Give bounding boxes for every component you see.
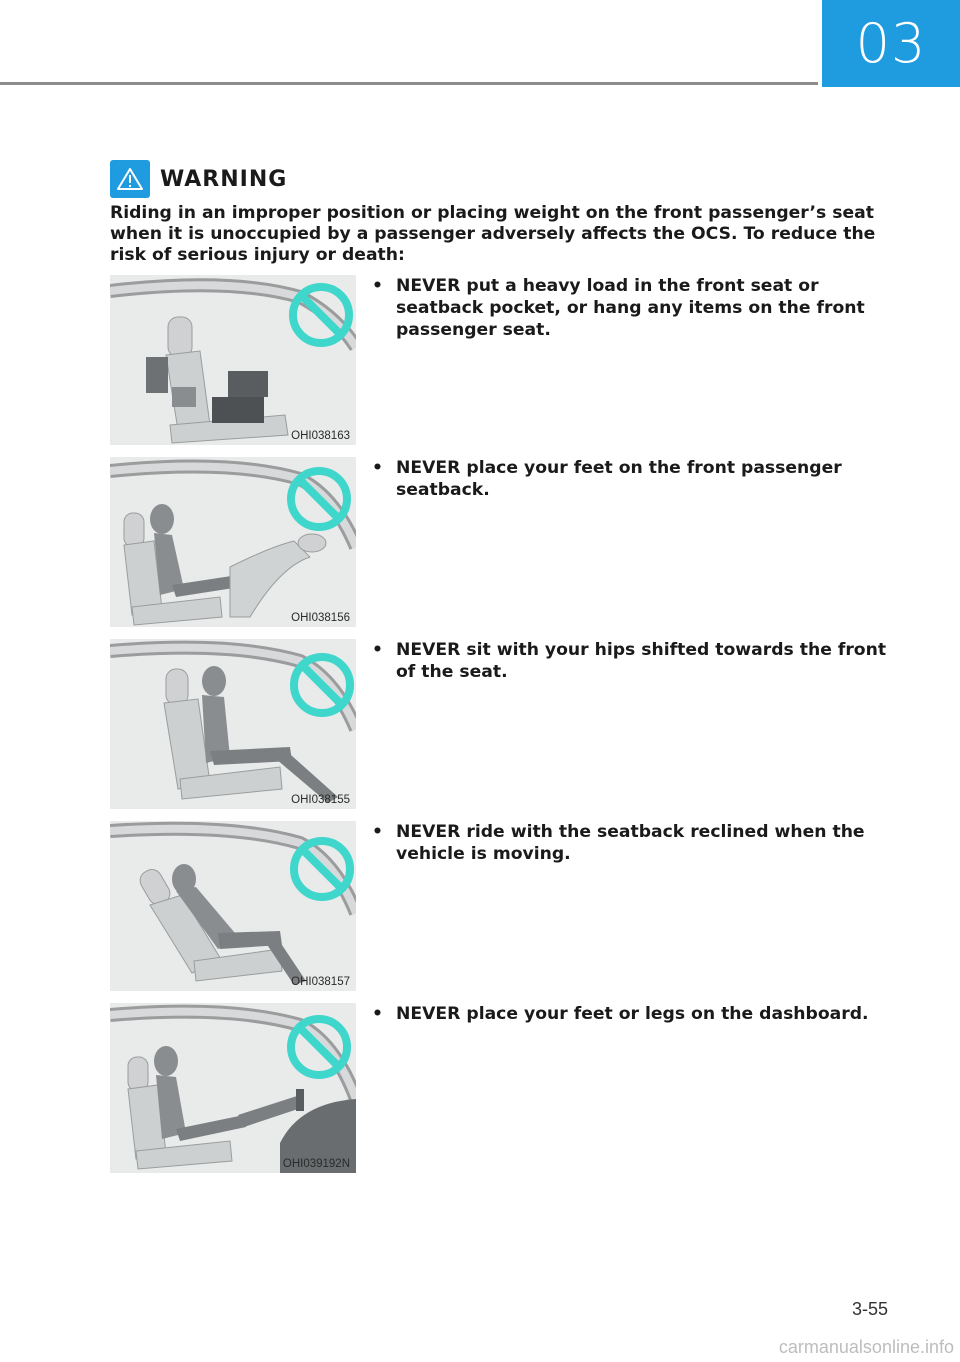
warning-item: [110, 639, 910, 809]
chapter-tab: 03: [822, 0, 960, 87]
bullet-text: NEVER place your feet on the front passenger seatback.: [396, 458, 842, 500]
warning-item: [110, 821, 910, 991]
figure-code: OHI039192N: [282, 1158, 350, 1170]
bullet: •: [372, 458, 383, 478]
bullet-row: [372, 457, 900, 501]
figure-code: OHI038157: [291, 976, 350, 988]
prohibition-sign-icon: [293, 287, 349, 343]
bullet-row: [372, 1003, 900, 1025]
bullet-row: [372, 275, 900, 341]
prohibition-sign-icon: [294, 657, 350, 713]
bullet: •: [372, 822, 383, 842]
warning-item: [110, 457, 910, 627]
warning-item: [110, 275, 910, 445]
warning-header: [110, 160, 287, 198]
warning-title: WARNING: [160, 166, 288, 192]
illustration: [110, 639, 356, 809]
bullet-row: [372, 821, 900, 865]
illustration: [110, 1003, 356, 1173]
warning-triangle-icon: [116, 167, 144, 191]
warning-item: [110, 1003, 910, 1173]
watermark: carmanualsonline.info: [778, 1337, 954, 1357]
bullet-row: [372, 639, 900, 683]
illustration: [110, 457, 356, 627]
bullet: •: [372, 276, 383, 296]
header-rule: [0, 82, 818, 85]
figure-code: OHI038163: [291, 430, 350, 442]
prohibition-sign-icon: [291, 1019, 347, 1075]
bullet: •: [372, 1004, 383, 1024]
bullet: •: [372, 640, 383, 660]
prohibition-sign-icon: [294, 841, 350, 897]
warning-intro: Riding in an improper position or placing weight on the front passenger’s seat when it is unoccupied by a passenger adversely affects the OCS. To reduce the risk of serious injury or death:: [110, 203, 876, 265]
bullet-text: NEVER sit with your hips shifted towards the front of the seat.: [396, 640, 887, 682]
bullet-text: NEVER ride with the seatback reclined when the vehicle is moving.: [396, 822, 865, 864]
illustration: [110, 275, 356, 445]
prohibition-sign-icon: [291, 471, 347, 527]
figure-code: OHI038156: [291, 612, 350, 624]
figure-code: OHI038155: [291, 794, 350, 806]
warning-badge: [110, 160, 150, 198]
illustration: [110, 821, 356, 991]
bullet-text: NEVER place your feet or legs on the dashboard.: [396, 1004, 869, 1024]
bullet-text: NEVER put a heavy load in the front seat or seatback pocket, or hang any items on the front passenger seat.: [396, 276, 865, 340]
page-number: 3-55: [852, 1299, 889, 1319]
